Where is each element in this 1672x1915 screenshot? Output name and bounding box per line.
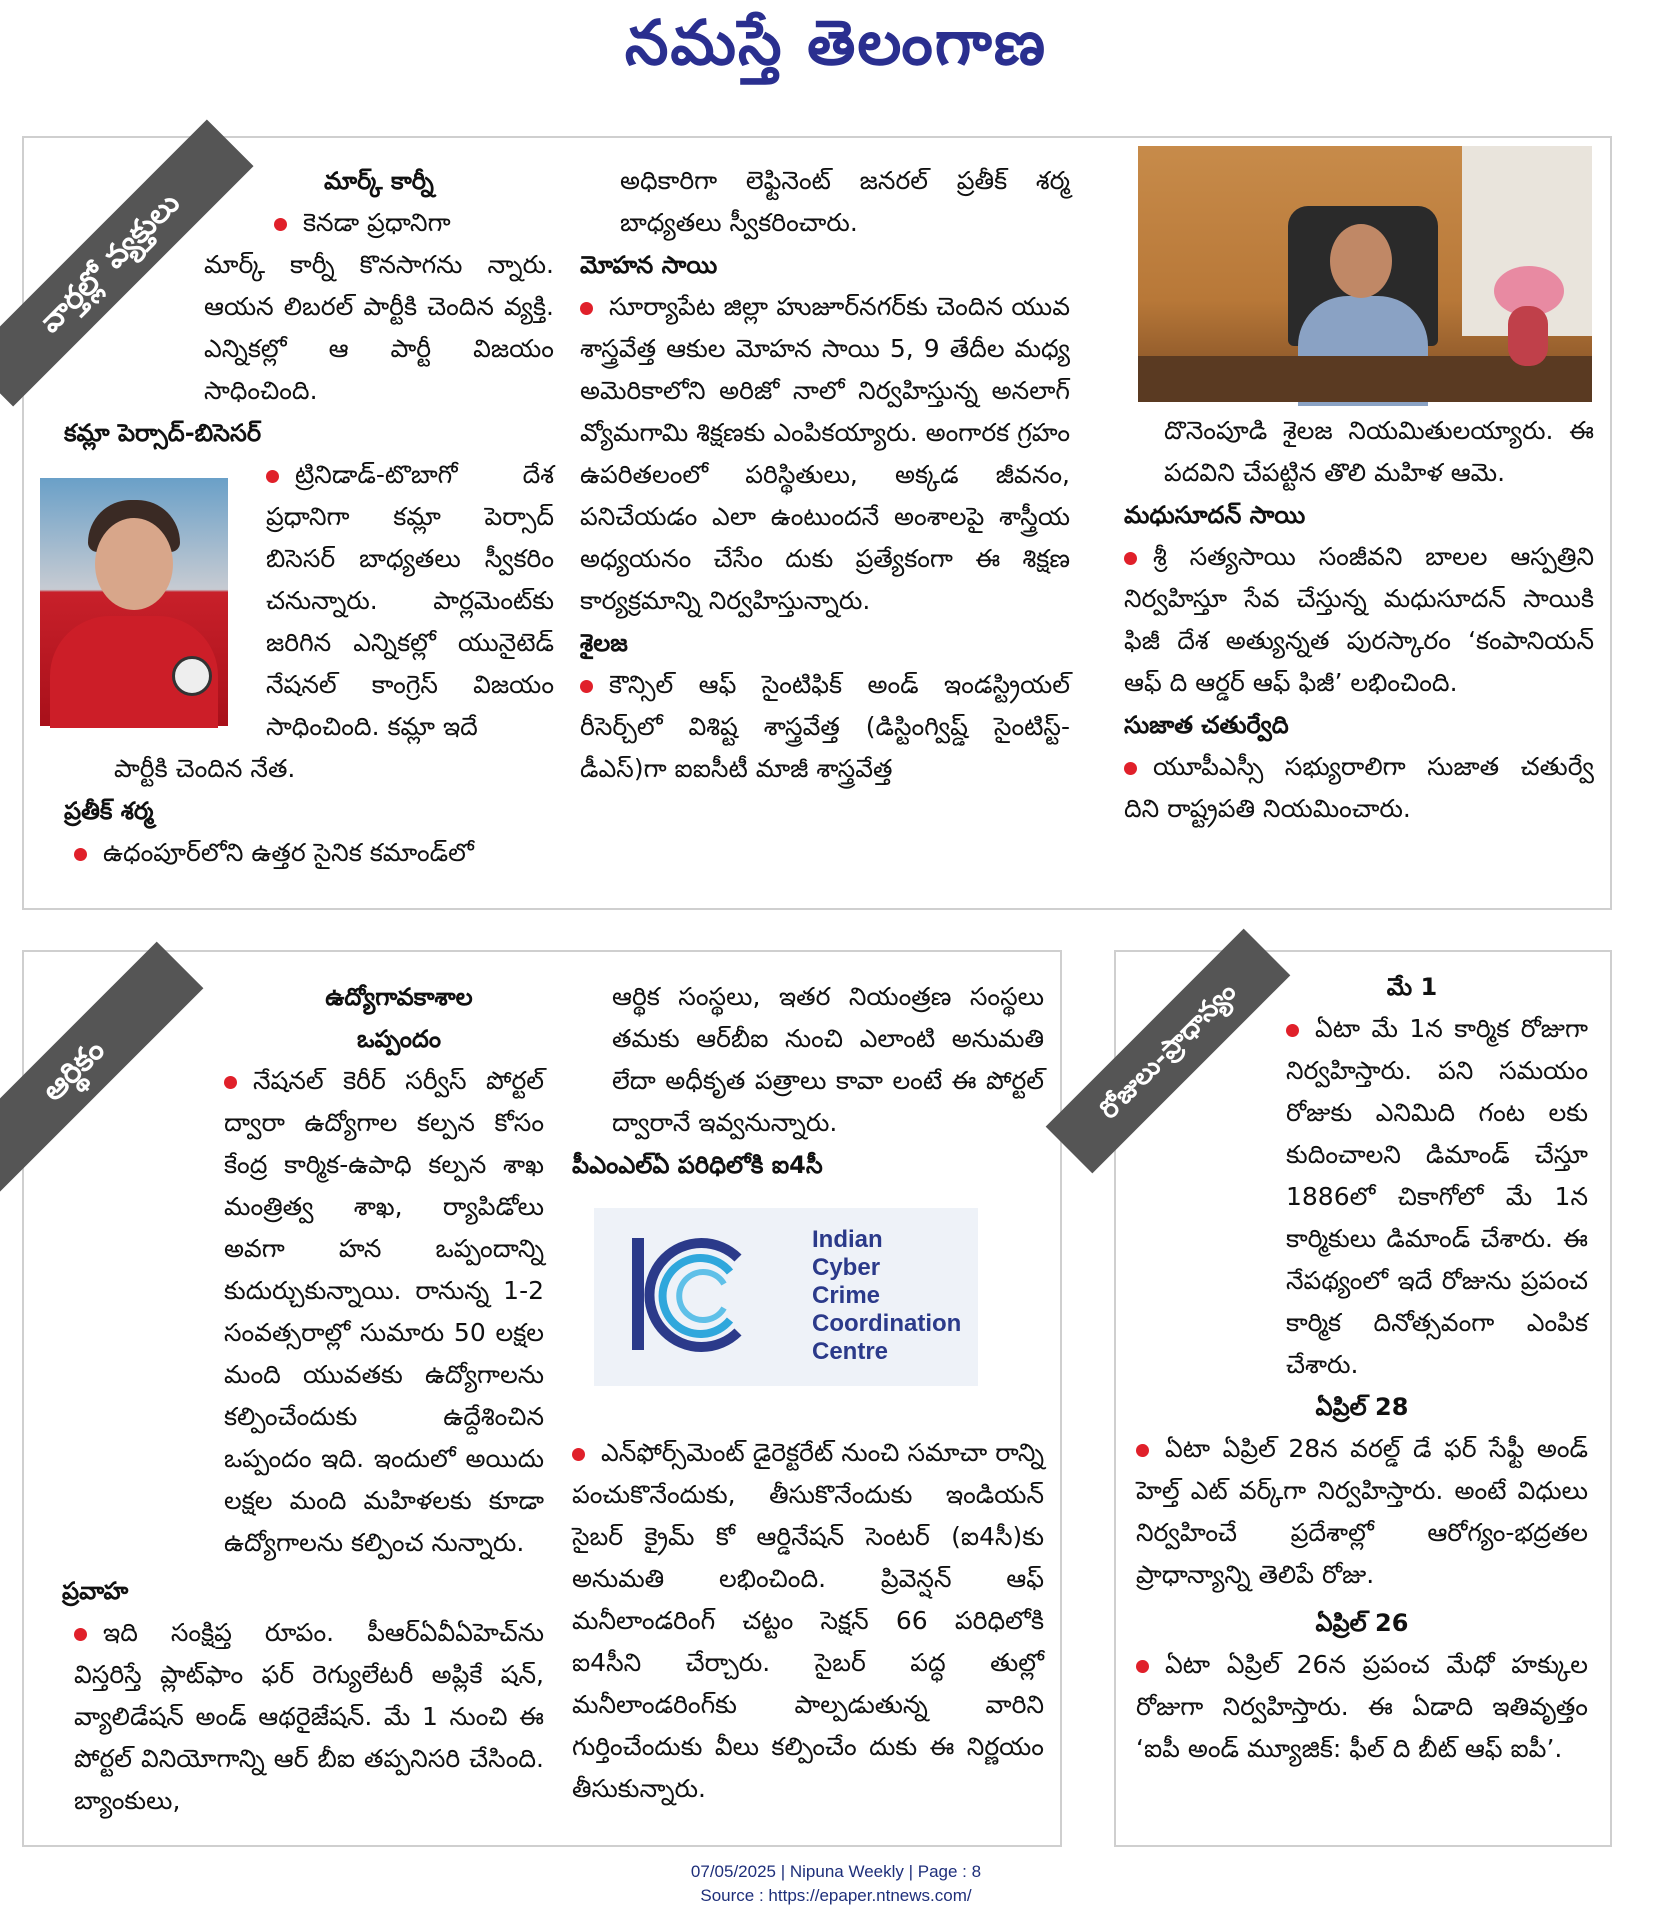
economy-section <box>22 950 1062 1847</box>
bullet-icon <box>224 1076 237 1089</box>
logo-line: Cyber <box>812 1254 881 1281</box>
apr26-heading: ఏప్రిల్ 26 <box>1315 1609 1409 1637</box>
mohana-sai-heading: మోహన సాయి <box>580 251 718 279</box>
logo-line: Coordination <box>812 1310 962 1337</box>
may1-heading: మే 1 <box>1386 973 1438 1001</box>
prateek-cont-text: అధికారిగా లెఫ్టినెంట్ జనరల్ ప్రతీక్ శర్మ బాధ్యతలు స్వీకరించారు. <box>620 166 1070 237</box>
sujatha-text: యూపీఎస్సీ సభ్యురాలిగా సుజాత చతుర్వే దిని రాష్ట్రపతి నియమించారు. <box>1124 752 1594 823</box>
days-importance-section <box>1093 950 1612 1847</box>
bullet-icon <box>580 680 593 693</box>
apr28-heading: ఏప్రిల్ 28 <box>1315 1393 1409 1421</box>
column-1 <box>1136 966 1588 1770</box>
logo-line: Centre <box>812 1338 889 1365</box>
i4c-heading: పీఎంఎల్ఏ పరిధిలోకి ఐ4సీ <box>572 1151 823 1179</box>
i4c-text: ఎన్‌ఫోర్స్‌మెంట్ డైరెక్టరేట్ నుంచి సమాచా రాన్ని పంచుకొనేందుకు, తీసుకొనేందుకు ఇండియన్ సైబర్ క్రైమ్ కో ఆర్డినేషన్ సెంటర్ (ఐ4సీ)కు అనుమతి లభించింది. ప్రివెన్షన్ ఆఫ్ మనీలాండరింగ్ చట్టం సెక్షన్ 66 పరిధిలోకి ఐ4సీని చేర్చారు. సైబర్ పద్ధ తుల్లో మనీలాండరింగ్‌కు పాల్పడుతున్న వారిని గుర్తించేందుకు వీలు కల్పించేం దుకు ఈ నిర్ణయం తీసుకున్నారు. <box>572 1438 1044 1803</box>
kamla-heading: కమ్లా పెర్సాద్-బిసెసర్ <box>64 419 262 447</box>
jobs-heading-2: ఒప్పందం <box>357 1025 441 1053</box>
i4c-emblem-icon <box>618 1228 750 1360</box>
mark-carney-lead: కెనడా ప్రధానిగా <box>303 208 451 237</box>
bullet-icon <box>1136 1660 1149 1673</box>
bullet-icon <box>1286 1024 1299 1037</box>
bullet-icon <box>580 302 593 315</box>
column-2 <box>580 160 1070 790</box>
apr28-text: ఏటా ఏప్రిల్ 28న వరల్డ్ డే ఫర్ సేఫ్టీ అండ్ హెల్త్ ఎట్ వర్క్‌గా నిర్వహిస్తారు. అంటే విధులు నిర్వహించే ప్రదేశాల్లో ఆరోగ్యం-భద్రతల ప్రాధాన్యాన్ని తెలిపే రోజు. <box>1136 1434 1588 1589</box>
masthead-title: నమస్తే తెలంగాణ <box>624 6 1048 79</box>
column-2 <box>572 976 1044 1810</box>
apr26-text: ఏటా ఏప్రిల్ 26న ప్రపంచ మేధో హక్కుల రోజుగా నిర్వహిస్తారు. ఈ ఏడాది ఇతివృత్తం ‘ఐపీ అండ్ మ్యూజిక్: ఫీల్ ది బీట్ ఆఫ్ ఐపీ’. <box>1136 1650 1588 1763</box>
mark-carney-text: మార్క్ కార్నీ కొనసాగను న్నారు. ఆయన లిబరల్ పార్టీకి చెందిన వ్యక్తి. ఎన్నికల్లో ఆ పార్టీ విజయం సాధించింది. <box>204 250 554 405</box>
madhusudan-text: శ్రీ సత్యసాయి సంజీవని బాలల ఆస్పత్రిని నిర్వహిస్తూ సేవ చేస్తున్న మధుసూదన్ సాయికి ఫిజీ దేశ అత్యున్నత పురస్కారం ‘కంపానియన్ ఆఫ్ ది ఆర్డర్ ఆఫ్ ఫిజీ’ లభించింది. <box>1124 542 1594 697</box>
bullet-icon <box>1124 552 1137 565</box>
section-ribbon: ఆర్థికం <box>0 942 203 1201</box>
footer-source-line: Source : https://epaper.ntnews.com/ <box>700 1886 972 1905</box>
jobs-text: నేషనల్ కెరీర్ సర్వీస్ పోర్టల్ ద్వారా ఉద్యోగాల కల్పన కోసం కేంద్ర కార్మిక-ఉపాధి కల్పన శాఖ మంత్రిత్వ శాఖ, ర్యాపిడోలు అవగా హన ఒప్పందాన్ని కుదుర్చుకున్నాయి. రానున్న 1-2 సంవత్సరాల్లో సుమారు 50 లక్షల మంది యువతకు ఉద్యోగాలను కల్పించేందుకు ఉద్దేశించిన ఒప్పందం ఇది. ఇందులో అయిదు లక్షల మంది మహిళలకు కూడా ఉద్యోగాలను కల్పించ నున్నారు. <box>224 1066 544 1557</box>
bullet-icon <box>1124 762 1137 775</box>
may1-text: ఏటా మే 1న కార్మిక రోజుగా నిర్వహిస్తారు. పని సమయం రోజుకు ఎనిమిది గంట లకు కుదించాలని డిమాండ్ చేస్తూ 1886లో చికాగోలో మే 1న కార్మికులు డిమాండ్ చేశారు. ఈ నేపథ్యంలో ఇదే రోజును ప్రపంచ కార్మిక దినోత్సవంగా ఎంపిక చేశారు. <box>1286 1014 1588 1379</box>
prateek-heading: ప్రతీక్ శర్మ <box>64 797 154 825</box>
shailaja-office-photo <box>1138 146 1592 402</box>
logo-line: Indian <box>812 1226 883 1253</box>
bullet-icon <box>1136 1444 1149 1457</box>
kamla-text-end: పార్టీకి చెందిన నేత. <box>114 754 296 783</box>
section-ribbon: రోజులు-ప్రాధాన్యం <box>1046 929 1291 1174</box>
bullet-icon <box>266 470 279 483</box>
mark-carney-heading: మార్క్ కార్నీ <box>324 167 434 195</box>
logo-line: Crime <box>812 1282 881 1309</box>
i4c-logo <box>594 1208 978 1386</box>
column-3 <box>1124 410 1594 830</box>
footer-date-line: 07/05/2025 | Nipuna Weekly | Page : 8 <box>690 1862 982 1881</box>
section-ribbon: వార్తల్లో వ్యక్తులు <box>0 119 254 406</box>
jobs-heading-1: ఉద్యోగావకాశాల <box>325 983 473 1011</box>
shailaja-text: కౌన్సిల్ ఆఫ్ సైంటిఫిక్ అండ్ ఇండస్ట్రియల్ రీసెర్చ్‌లో విశిష్ట శాస్త్రవేత్త (డిస్టింగ్విష్డ్ సైంటిస్ట్-డీఎస్)గా ఐఐసీటీ మాజీ శాస్త్రవేత్త <box>580 670 1070 783</box>
sujatha-heading: సుజాత చతుర్వేది <box>1124 711 1289 739</box>
bullet-icon <box>74 848 87 861</box>
kamla-persad-photo <box>40 478 228 726</box>
pravaha-heading: ప్రవాహ <box>62 1577 129 1605</box>
shailaja-cont-text: దొనెంపూడి శైలజ నియమితులయ్యారు. ఈ పదవిని చేపట్టిన తొలి మహిళ ఆమె. <box>1164 416 1594 487</box>
madhusudan-heading: మధుసూదన్ సాయి <box>1124 501 1306 529</box>
kamla-text: ట్రినిడాడ్-టొబాగో దేశ ప్రధానిగా కమ్లా పెర్సాద్ బిసెసర్ బాధ్యతలు స్వీకరిం చనున్నారు. పార్లమెంట్‌కు జరిగిన ఎన్నికల్లో యునైటెడ్ నేషనల్ కాంగ్రెస్ విజయం సాధించింది. కమ్లా ఇదే <box>266 460 554 741</box>
i4c-logo-text <box>812 1226 961 1366</box>
bullet-icon <box>572 1448 585 1461</box>
pravaha-text: ఇది సంక్షిప్త రూపం. పీఆర్ఏవీఏహెచ్‌ను విస్తరిస్తే ప్లాట్‌ఫాం ఫర్ రెగ్యులేటరీ అప్లికే షన్, వ్యాలిడేషన్ అండ్ ఆథరైజేషన్. మే 1 నుంచి ఈ పోర్టల్ వినియోగాన్ని ఆర్ బీఐ తప్పనిసరి చేసింది. బ్యాంకులు, <box>74 1618 544 1815</box>
mohana-sai-text: సూర్యాపేట జిల్లా హుజూర్‌నగర్‌కు చెందిన యువ శాస్త్రవేత్త ఆకుల మోహన సాయి 5, 9 తేదీల మధ్య అమెరికాలోని అరిజో నాలో నిర్వహిస్తున్న అనలాగ్ వ్యోమగామి శిక్షణకు ఎంపికయ్యారు. అంగారక గ్రహం ఉపరితలంలో పరిస్థితులు, అక్కడ జీవనం, పనిచేయడం ఎలా ఉంటుందనే అంశాలపై శాస్త్రీయ అధ్యయనం చేసేం దుకు ప్రత్యేకంగా ఈ శిక్షణ కార్యక్రమాన్ని నిర్వహిస్తున్నారు. <box>580 292 1070 615</box>
prateek-text: ఉధంపూర్‌లోని ఉత్తర సైనిక కమాండ్‌లో <box>103 838 474 867</box>
bullet-icon <box>74 1628 87 1641</box>
pravaha-cont-text: ఆర్థిక సంస్థలు, ఇతర నియంత్రణ సంస్థలు తమకు ఆర్‌బీఐ నుంచి ఎలాంటి అనుమతి లేదా అధీకృత పత్రాలు కావా లంటే ఈ పోర్టల్ ద్వారానే ఇవ్వనున్నారు. <box>612 982 1044 1137</box>
bullet-icon <box>274 218 287 231</box>
shailaja-heading: శైలజ <box>580 629 628 657</box>
